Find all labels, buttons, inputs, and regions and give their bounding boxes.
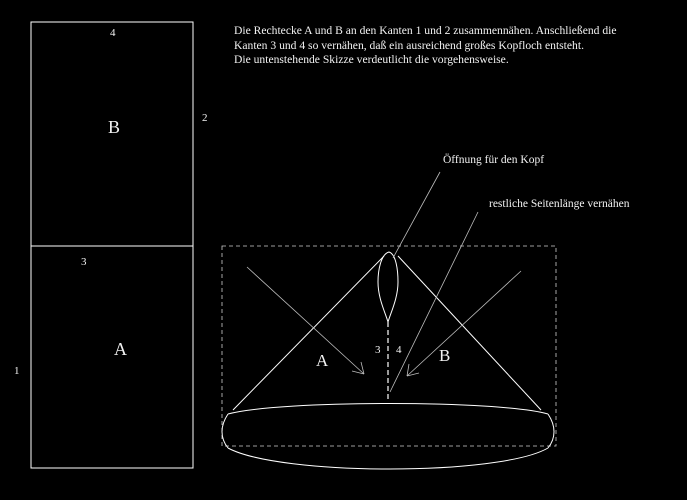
callout-head-opening: Öffnung für den Kopf [443,154,545,166]
sketch-left-side [233,256,384,410]
pattern-label-a: A [114,339,127,359]
hem-left-edge [222,414,228,448]
pattern-edge-1: 1 [14,365,20,377]
hem-top-edge [228,404,548,415]
arrow-left-diagonal [247,267,364,374]
rectangle-a [31,246,193,468]
pattern-edge-4: 4 [110,27,116,39]
pattern-edge-3: 3 [81,256,87,268]
pattern-label-b: B [108,117,121,137]
instructions-line-1: Die Rechtecke A und B an den Kanten 1 und 2 zusammennähen. Anschließend die [234,24,617,37]
sketch-seam-4: 4 [396,344,402,356]
assembled-sketch [222,152,630,469]
pattern-edge-2: 2 [202,112,208,124]
hem-bottom-edge [228,448,548,469]
instructions-line-3: Die untenstehende Skizze verdeutlicht die vorgehensweise. [234,53,509,66]
sketch-label-a: A [316,351,329,370]
sketch-label-b: B [439,346,451,365]
arrow-right-diagonal [407,271,521,376]
head-opening [378,252,398,322]
instructions-line-2: Kanten 3 und 4 so vernähen, daß ein ausreichend großes Kopfloch entsteht. [234,38,584,52]
sketch-seam-3: 3 [375,344,381,356]
callout-line-head-opening [393,172,440,258]
sketch-right-side [398,256,541,410]
callout-remaining-side: restliche Seitenlänge vernähen [489,198,630,210]
hem-right-edge [548,414,554,448]
sketch-outline-dashed [222,246,556,446]
flat-pattern [14,22,208,468]
